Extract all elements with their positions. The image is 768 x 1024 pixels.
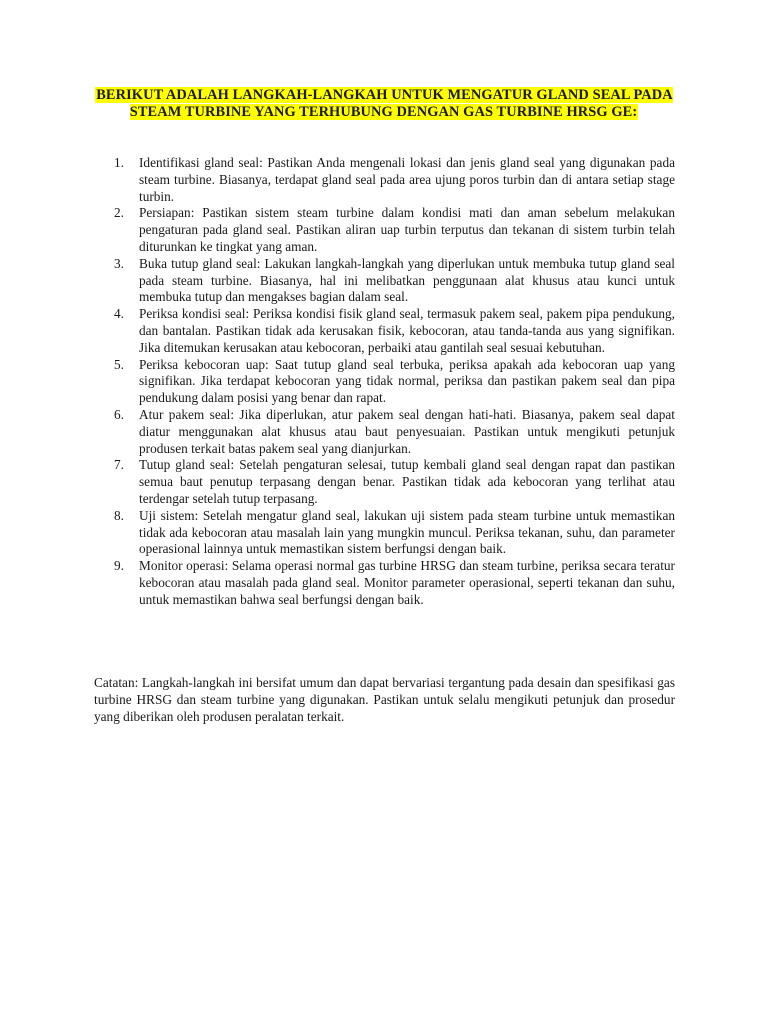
step-number: 8. [114, 507, 124, 523]
list-item [94, 508, 675, 558]
step-text: Persiapan: Pastikan sistem steam turbine dalam kondisi mati dan aman sebelum melakukan pengaturan pada gland seal. Pastikan aliran uap turbin terputus dan tekanan di sistem turbin telah diturunkan ke tingkat yang aman. [139, 205, 675, 254]
step-text: Identifikasi gland seal: Pastikan Anda mengenali lokasi dan jenis gland seal yang digunakan pada steam turbine. Biasanya, terdapat gland seal pada area ujung poros turbin dan di antara setiap stage turbin. [139, 155, 675, 204]
step-number: 9. [114, 558, 124, 574]
step-number: 4. [114, 306, 124, 322]
step-text: Monitor operasi: Selama operasi normal gas turbine HRSG dan steam turbine, periksa secara teratur kebocoran atau masalah pada gland seal. Monitor parameter operasional, seperti tekanan dan suhu, untuk memastikan bahwa seal berfungsi dengan baik. [139, 558, 675, 607]
step-text: Tutup gland seal: Setelah pengaturan selesai, tutup kembali gland seal dengan rapat dan pastikan semua baut penutup terpasang dengan benar. Pastikan tidak ada kebocoran yang terlihat atau terdengar setelah tutup terpasang. [139, 457, 675, 506]
steps-list [94, 155, 675, 609]
list-item [94, 306, 675, 356]
list-item [94, 407, 675, 457]
list-item [94, 357, 675, 407]
step-text: Buka tutup gland seal: Lakukan langkah-langkah yang diperlukan untuk membuka tutup gland seal pada steam turbine. Biasanya, hal ini melibatkan penggunaan alat khusus atau kunci untuk membuka tutup dan mengakses bagian dalam seal. [139, 255, 675, 305]
list-item [94, 205, 675, 255]
list-item [94, 558, 675, 608]
step-number: 3. [114, 255, 124, 271]
step-text: Periksa kondisi seal: Periksa kondisi fisik gland seal, termasuk pakem seal, pakem pipa pendukung, dan bantalan. Pastikan tidak ada kerusakan fisik, kebocoran, atau tanda-tanda aus yang signifikan. Jika ditemukan kerusakan atau kebocoran, perbaiki atau gantilah seal sesuai kebutuhan. [139, 306, 675, 355]
step-text: Periksa kebocoran uap: Saat tutup gland seal terbuka, periksa apakah ada kebocoran uap yang signifikan. Jika terdapat kebocoran yang tidak normal, periksa dan pastikan pakem seal dan pipa pendukung dalam posisi yang benar dan rapat. [139, 356, 675, 406]
title-highlight: BERIKUT ADALAH LANGKAH-LANGKAH UNTUK MENGATUR GLAND SEAL PADA STEAM TURBINE YANG TERHUBUNG DENGAN GAS TURBINE HRSG GE: [96, 87, 673, 120]
note-paragraph: Catatan: Langkah-langkah ini bersifat umum dan dapat bervariasi tergantung pada desain dan spesifikasi gas turbine HRSG dan steam turbine yang digunakan. Pastikan untuk selalu mengikuti petunjuk dan prosedur yang diberikan oleh produsen peralatan terkait. [94, 675, 675, 724]
step-number: 7. [114, 457, 124, 473]
step-text: Atur pakem seal: Jika diperlukan, atur pakem seal dengan hati-hati. Biasanya, pakem seal dapat diatur menggunakan alat khusus atau baut penyesuaian. Pastikan untuk mengikuti petunjuk produsen terkait batas pakem seal yang dianjurkan. [139, 406, 675, 456]
step-number: 1. [114, 155, 124, 170]
step-number: 6. [114, 406, 124, 422]
step-number: 2. [114, 205, 124, 221]
document-title [94, 87, 674, 121]
step-number: 5. [114, 356, 124, 372]
list-item [94, 457, 675, 507]
list-item [94, 155, 675, 205]
step-text: Uji sistem: Setelah mengatur gland seal, lakukan uji sistem pada steam turbine untuk memastikan tidak ada kebocoran atau masalah lain yang mungkin muncul. Periksa tekanan, suhu, dan parameter operasional lainnya untuk memastikan sistem berfungsi dengan baik. [139, 507, 675, 557]
list-item [94, 256, 675, 306]
